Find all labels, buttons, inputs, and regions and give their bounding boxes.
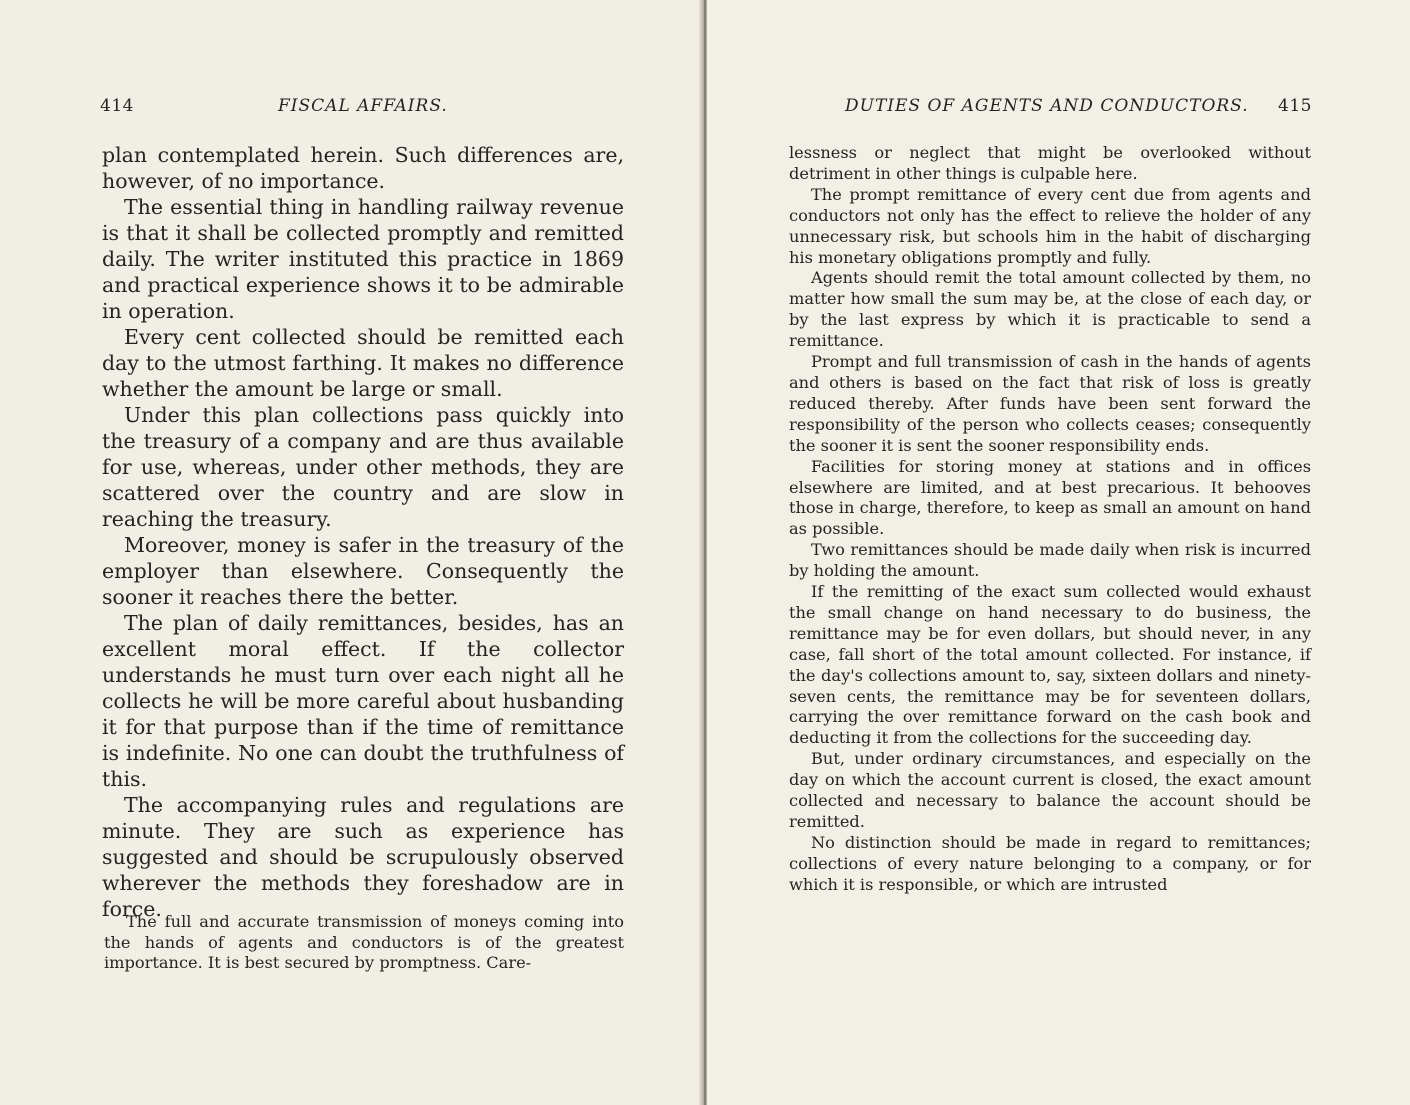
left-paragraph: Every cent collected should be remitted each day to the utmost farthing. It makes no difference whether the amount be large or small. <box>102 325 624 401</box>
right-paragraph: Facilities for storing money at stations and in offices elsewhere are limited, and at best precarious. It behooves those in charge, therefore, to keep as small an amount on hand as possible. <box>789 456 1311 539</box>
right-paragraph: No distinction should be made in regard to remittances; collections of every nature belonging to a company, or for which it is responsible, or which are intrusted <box>789 832 1311 894</box>
left-running-head <box>100 96 630 120</box>
right-paragraph: The prompt remittance of every cent due from agents and conductors not only has the effect to relieve the holder of any unnecessary risk, but schools him in the habit of discharging his monetary obligations promptly and fully. <box>789 184 1311 267</box>
right-paragraph: If the remitting of the exact sum collected would exhaust the small change on hand necessary to do business, the remittance may be for even dollars, but should never, in any case, fall short of the total amount collected. For instance, if the day's collections amount to, say, sixteen dollars and ninety-seven cents, the remittance may be for seventeen dollars, carrying the over remittance forward on the cash book and deducting it from the collections for the succeeding day. <box>789 582 1311 748</box>
left-body-text <box>102 142 624 922</box>
right-paragraph: Agents should remit the total amount collected by them, no matter how small the sum may be, at the close of each day, or by the last express by which it is practicable to send a remittance. <box>789 268 1311 351</box>
right-continuation: lessness or neglect that might be overlooked without detriment in other things is culpable here. <box>789 143 1311 183</box>
left-paragraph: Under this plan collections pass quickly into the treasury of a company and are thus available for use, whereas, under other methods, they are scattered over the country and are slow in reaching the treasury. <box>102 403 624 531</box>
right-body-text <box>789 143 1311 896</box>
left-paragraph: The essential thing in handling railway revenue is that it shall be collected promptly and remitted daily. The writer instituted this practice in 1869 and practical experience shows it to be admirable in operation. <box>102 195 624 323</box>
left-page-number: 414 <box>100 96 134 116</box>
right-running-title: DUTIES OF AGENTS AND CONDUCTORS. <box>845 96 1249 116</box>
right-running-head <box>845 96 1315 120</box>
left-small-text <box>104 912 624 974</box>
left-page <box>0 0 703 1105</box>
left-paragraph: plan contemplated herein. Such differences are, however, of no importance. <box>102 143 624 193</box>
left-paragraph: The accompanying rules and regulations are minute. They are such as experience has suggested and should be scrupulously observed wherever the methods they foreshadow are in force. <box>102 793 624 921</box>
left-small-paragraph: The full and accurate transmission of moneys coming into the hands of agents and conductors is of the greatest importance. It is best secured by promptness. Care- <box>104 912 624 972</box>
right-paragraph: Prompt and full transmission of cash in the hands of agents and others is based on the fact that risk of loss is greatly reduced thereby. After funds have been sent forward the responsibility of the person who collects ceases; consequently the sooner it is sent the sooner responsibility ends. <box>789 352 1311 455</box>
left-running-title: FISCAL AFFAIRS. <box>278 96 448 116</box>
right-page-number: 415 <box>1278 96 1312 116</box>
right-paragraph: But, under ordinary circumstances, and especially on the day on which the account current is closed, the exact amount collected and necessary to balance the account should be remitted. <box>789 749 1311 831</box>
left-paragraph: The plan of daily remittances, besides, has an excellent moral effect. If the collector understands he must turn over each night all he collects he will be more careful about husbanding it for that purpose than if the time of remittance is indefinite. No one can doubt the truthfulness of this. <box>102 611 624 791</box>
left-paragraph: Moreover, money is safer in the treasury of the employer than elsewhere. Consequently the sooner it reaches there the better. <box>102 533 624 609</box>
right-paragraph: Two remittances should be made daily when risk is incurred by holding the amount. <box>789 540 1311 581</box>
right-page <box>707 0 1410 1105</box>
